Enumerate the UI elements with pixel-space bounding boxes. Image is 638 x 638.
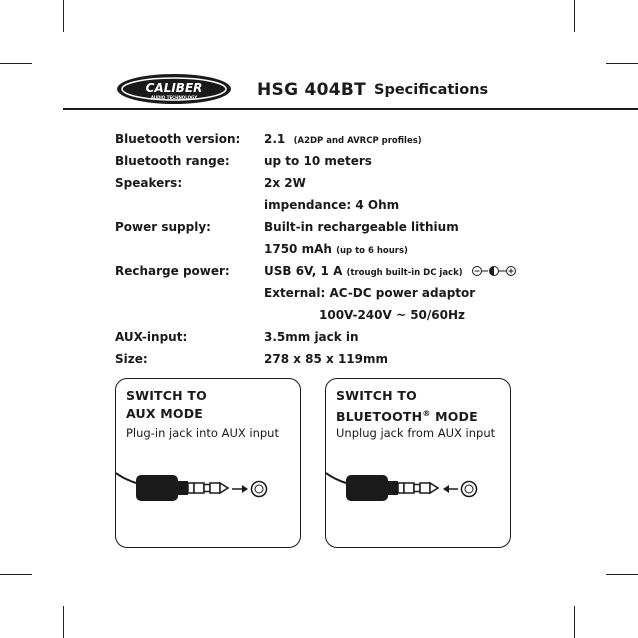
panel-title-word: BLUETOOTH xyxy=(336,409,423,425)
panel-title-line: SWITCH TO xyxy=(336,388,417,403)
crop-mark xyxy=(63,606,64,638)
spec-value-voltage: 100V-240V ~ 50/60Hz xyxy=(319,308,465,322)
spec-label-size: Size: xyxy=(115,352,148,366)
panel-instruction: Unplug jack from AUX input xyxy=(336,426,496,440)
panel-instruction: Plug-in jack into AUX input xyxy=(126,426,279,440)
spec-label-aux-input: AUX-input: xyxy=(115,330,188,344)
spec-label-power-supply: Power supply: xyxy=(115,220,211,234)
registered-mark: ® xyxy=(422,409,431,418)
spec-note: (trough built-in DC jack) xyxy=(346,268,463,278)
page-title: Specifications xyxy=(374,82,489,98)
panel-title-line: SWITCH TO xyxy=(126,388,207,403)
spec-label-bluetooth-version: Bluetooth version: xyxy=(115,132,241,146)
spec-label-speakers: Speakers: xyxy=(115,176,183,190)
spec-value: 1750 mAh xyxy=(264,242,332,256)
spec-label-recharge-power: Recharge power: xyxy=(115,264,230,278)
crop-mark xyxy=(0,574,32,575)
spec-value-aux-input: 3.5mm jack in xyxy=(264,330,359,344)
spec-value-power-supply: Built-in rechargeable lithium xyxy=(264,220,459,234)
spec-value: USB 6V, 1 A xyxy=(264,264,343,278)
header-divider xyxy=(63,108,638,110)
panel-title-line: AUX MODE xyxy=(126,406,204,421)
aux-mode-panel xyxy=(115,378,301,548)
spec-value-battery xyxy=(264,242,408,256)
dc-polarity-icon xyxy=(471,265,517,277)
bluetooth-mode-panel xyxy=(325,378,511,548)
spec-note: (up to 6 hours) xyxy=(336,246,408,256)
spec-value-external-adaptor: External: AC-DC power adaptor xyxy=(264,286,476,300)
spec-value-size: 278 x 85 x 119mm xyxy=(264,352,388,366)
aux-socket-icon xyxy=(116,379,300,547)
logo-text: CALIBER xyxy=(145,81,203,95)
spec-note: (A2DP and AVRCP profiles) xyxy=(293,136,422,146)
logo-subtext: AUDIO TECHNOLOGY xyxy=(150,95,198,100)
panel-title-word: MODE xyxy=(430,409,478,425)
model-name: HSG 404BT xyxy=(257,80,367,100)
spec-value-impedance: impendance: 4 Ohm xyxy=(264,198,400,212)
aux-socket-icon xyxy=(326,379,510,547)
crop-mark xyxy=(574,0,575,32)
spec-value-speakers: 2x 2W xyxy=(264,176,306,190)
crop-mark xyxy=(63,0,64,32)
spec-value-recharge-power xyxy=(264,264,517,278)
spec-label-bluetooth-range: Bluetooth range: xyxy=(115,154,230,168)
caliber-logo xyxy=(115,72,233,106)
spec-value-bluetooth-range: up to 10 meters xyxy=(264,154,372,168)
spec-value-bluetooth-version xyxy=(264,132,422,146)
crop-mark xyxy=(606,63,638,64)
crop-mark xyxy=(574,606,575,638)
crop-mark xyxy=(0,63,32,64)
crop-mark xyxy=(606,574,638,575)
spec-value: 2.1 xyxy=(264,132,286,146)
